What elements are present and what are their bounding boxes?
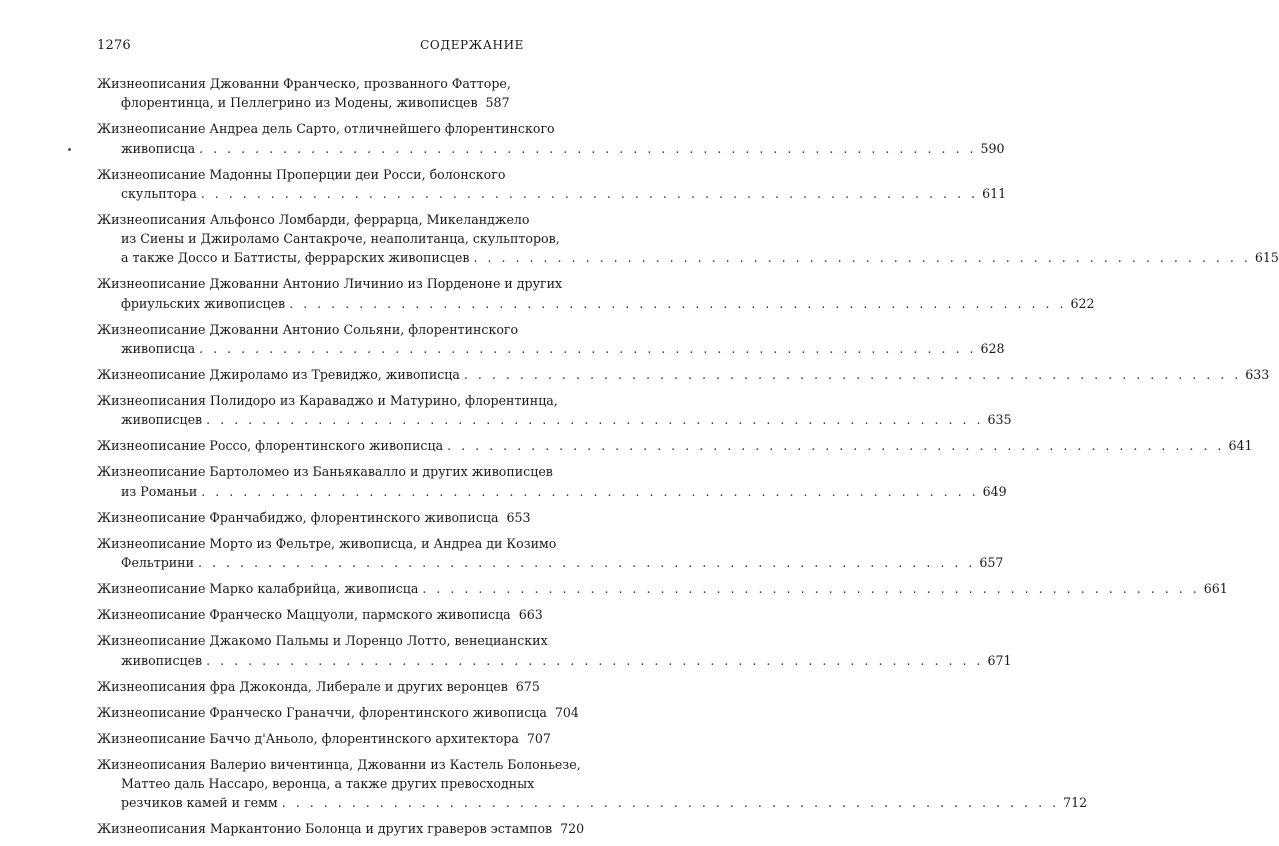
toc-entry-title: Жизнеописание Андреа дель Сарто, отличнейшего флорентинского: [97, 121, 555, 137]
toc-entry-last-line: [97, 139, 1005, 158]
toc-entry-title: Фельтрини: [121, 555, 194, 571]
toc-entry-line: [97, 119, 555, 138]
toc-entry-last-line: [97, 184, 1007, 203]
toc-entry-page[interactable]: 704: [554, 704, 579, 720]
toc-entry: [97, 605, 543, 624]
toc-entry-last-line: [97, 436, 1253, 455]
toc-entry: [97, 508, 531, 527]
toc-entry-title: Жизнеописания Полидоро из Караваджо и Матурино, флорентинца,: [97, 393, 558, 409]
toc-entry-title: Маттео даль Нассаро, веронца, а также других превосходных: [121, 776, 535, 792]
toc-entry-page[interactable]: 641: [1228, 438, 1253, 454]
toc-entry-line: [97, 755, 581, 774]
toc-entry-title: Жизнеописание Джакомо Пальмы и Лоренцо Лотто, венецианских: [97, 633, 548, 649]
toc-entry-title: Жизнеописания Альфонсо Ломбарди, феррарца, Микеланджело: [97, 211, 530, 227]
toc-entry-last-line: [97, 248, 1279, 267]
toc-entry-title: Жизнеописание Франческо Граначчи, флорентинского живописца: [97, 704, 547, 720]
running-head: СОДЕРЖАНИЕ: [420, 38, 524, 52]
margin-mark: [68, 148, 71, 151]
toc-entry-title: Жизнеописание Джованни Антонио Личинио из Порденоне и других: [97, 276, 563, 292]
toc-entry-last-line: [97, 294, 1095, 313]
toc-entry-line: [97, 229, 560, 248]
dot-leader: [447, 436, 1224, 455]
toc-entry-last-line: [97, 729, 551, 748]
toc-entry: [97, 74, 511, 112]
toc-entry-title: Жизнеописание Россо, флорентинского живописца: [97, 438, 444, 454]
toc-entry: [97, 165, 1007, 203]
toc-entry-line: [97, 391, 558, 410]
toc-entry-title: из Романьи: [121, 483, 198, 499]
toc-entry: [97, 729, 551, 748]
dot-leader: [206, 410, 983, 429]
dot-leader: [282, 793, 1059, 812]
toc-entry-title: живописца: [121, 340, 196, 356]
toc-entry: [97, 579, 1228, 598]
toc-entry-page[interactable]: 653: [506, 509, 531, 525]
toc-entry-page[interactable]: 635: [987, 412, 1012, 428]
toc-entry-title: Жизнеописания Джованни Франческо, прозванного Фатторе,: [97, 76, 511, 91]
toc-entry-last-line: [97, 553, 1004, 572]
toc-entry: [97, 436, 1253, 455]
toc-entry-title: Жизнеописания Валерио вичентинца, Джованни из Кастель Болоньезе,: [97, 756, 581, 772]
toc-entry: [97, 365, 1270, 384]
toc-entry: [97, 534, 1004, 572]
toc-entry-title: резчиков камей и гемм: [121, 795, 278, 811]
toc-entry-title: Жизнеописание Франчабиджо, флорентинского живописца: [97, 509, 499, 525]
toc-entry-line: [97, 631, 548, 650]
toc-entry-page[interactable]: 615: [1254, 250, 1279, 266]
toc-entry: [97, 320, 1005, 358]
toc-entry-last-line: [97, 339, 1005, 358]
toc-entry-page[interactable]: 712: [1063, 795, 1088, 811]
toc-entry-last-line: [97, 410, 1012, 429]
toc-entry-page[interactable]: 590: [980, 140, 1005, 156]
toc-entry: [97, 755, 1088, 813]
toc-entry-page[interactable]: 657: [979, 555, 1004, 571]
dot-leader: [199, 339, 976, 358]
toc-entry-last-line: [97, 579, 1228, 598]
toc-entry-page[interactable]: 622: [1070, 295, 1095, 311]
dot-leader: [464, 365, 1241, 384]
toc-entry-line: [97, 462, 553, 481]
dot-leader: [474, 248, 1251, 267]
toc-entry: [97, 391, 1012, 429]
toc-entry-last-line: [97, 93, 510, 112]
toc-entry-last-line: [97, 365, 1270, 384]
dot-leader: [201, 482, 978, 501]
toc-entry-line: [97, 320, 519, 339]
toc-entry-page[interactable]: 611: [982, 185, 1007, 201]
toc-entry-page[interactable]: 661: [1203, 581, 1228, 597]
toc-entry: [97, 677, 540, 696]
dot-leader: [199, 139, 976, 158]
toc-entry-line: [97, 774, 535, 793]
toc-entry-title: Жизнеописание Мадонны Проперции деи Росси, болонского: [97, 166, 506, 182]
toc-entry-title: скульптора: [121, 185, 197, 201]
toc-entry: [97, 210, 1279, 268]
toc-entry: [97, 819, 585, 838]
toc-entry-page[interactable]: 707: [526, 730, 551, 746]
toc-entry-page[interactable]: 628: [980, 340, 1005, 356]
toc-entry-title: флорентинца, и Пеллегрино из Модены, живописцев: [121, 95, 478, 111]
toc-entry-line: [97, 74, 511, 93]
toc-entry-last-line: [97, 793, 1088, 812]
page-number: 1276: [97, 38, 131, 53]
toc-entry-page[interactable]: 675: [515, 678, 540, 694]
toc-entry-page[interactable]: 587: [485, 95, 510, 111]
toc-entry-title: Жизнеописание Джироламо из Тревиджо, живописца: [97, 366, 460, 382]
dot-leader: [206, 651, 983, 670]
toc-entry-line: [97, 210, 530, 229]
toc-entry-page[interactable]: 663: [518, 607, 543, 623]
toc-entry-page[interactable]: 671: [987, 652, 1012, 668]
toc-entry-last-line: [97, 651, 1012, 670]
dot-leader: [289, 294, 1066, 313]
dot-leader: [201, 184, 978, 203]
toc-entry-last-line: [97, 605, 543, 624]
toc-entry-last-line: [97, 482, 1007, 501]
toc-entry-title: Жизнеописание Франческо Маццуоли, пармского живописца: [97, 607, 511, 623]
toc-entry-line: [97, 274, 563, 293]
toc-entry-title: Жизнеописание Марко калабрийца, живописца: [97, 581, 419, 597]
toc-entry-title: Жизнеописания Маркантонио Болонца и других граверов эстампов: [97, 821, 553, 837]
toc-entry-title: Жизнеописание Бартоломео из Баньякавалло и других живописцев: [97, 464, 553, 480]
toc-entry-title: живописцев: [121, 412, 203, 428]
toc-entry-last-line: [97, 819, 585, 838]
toc-entry-page[interactable]: 720: [560, 821, 585, 837]
toc-entry-line: [97, 165, 507, 184]
toc-entry: [97, 274, 1095, 312]
table-of-contents: [97, 74, 1279, 846]
toc-entry-page[interactable]: 649: [982, 483, 1007, 499]
toc-entry-title: Жизнеописания фра Джоконда, Либерале и других веронцев: [97, 678, 508, 694]
toc-entry: [97, 631, 1012, 669]
toc-entry-line: [97, 534, 557, 553]
toc-entry-last-line: [97, 508, 531, 527]
toc-entry-title: из Сиены и Джироламо Сантакроче, неаполитанца, скульпторов,: [121, 231, 560, 247]
toc-entry-title: Жизнеописание Баччо д'Аньоло, флорентинского архитектора: [97, 730, 519, 746]
toc-entry-title: живописца: [121, 140, 196, 156]
toc-entry: [97, 119, 1005, 157]
toc-entry-last-line: [97, 677, 540, 696]
toc-entry: [97, 462, 1007, 500]
toc-entry-title: а также Доссо и Баттисты, феррарских живописцев: [121, 250, 470, 266]
toc-entry-page[interactable]: 633: [1245, 366, 1270, 382]
toc-entry-title: Жизнеописание Морто из Фельтре, живописца, и Андреа ди Козимо: [97, 535, 557, 551]
toc-entry-last-line: [97, 703, 579, 722]
toc-entry-title: фриульских живописцев: [121, 295, 286, 311]
dot-leader: [422, 579, 1199, 598]
dot-leader: [198, 553, 975, 572]
toc-entry-title: живописцев: [121, 652, 203, 668]
toc-entry: [97, 703, 579, 722]
toc-entry-title: Жизнеописание Джованни Антонио Сольяни, флорентинского: [97, 321, 519, 337]
